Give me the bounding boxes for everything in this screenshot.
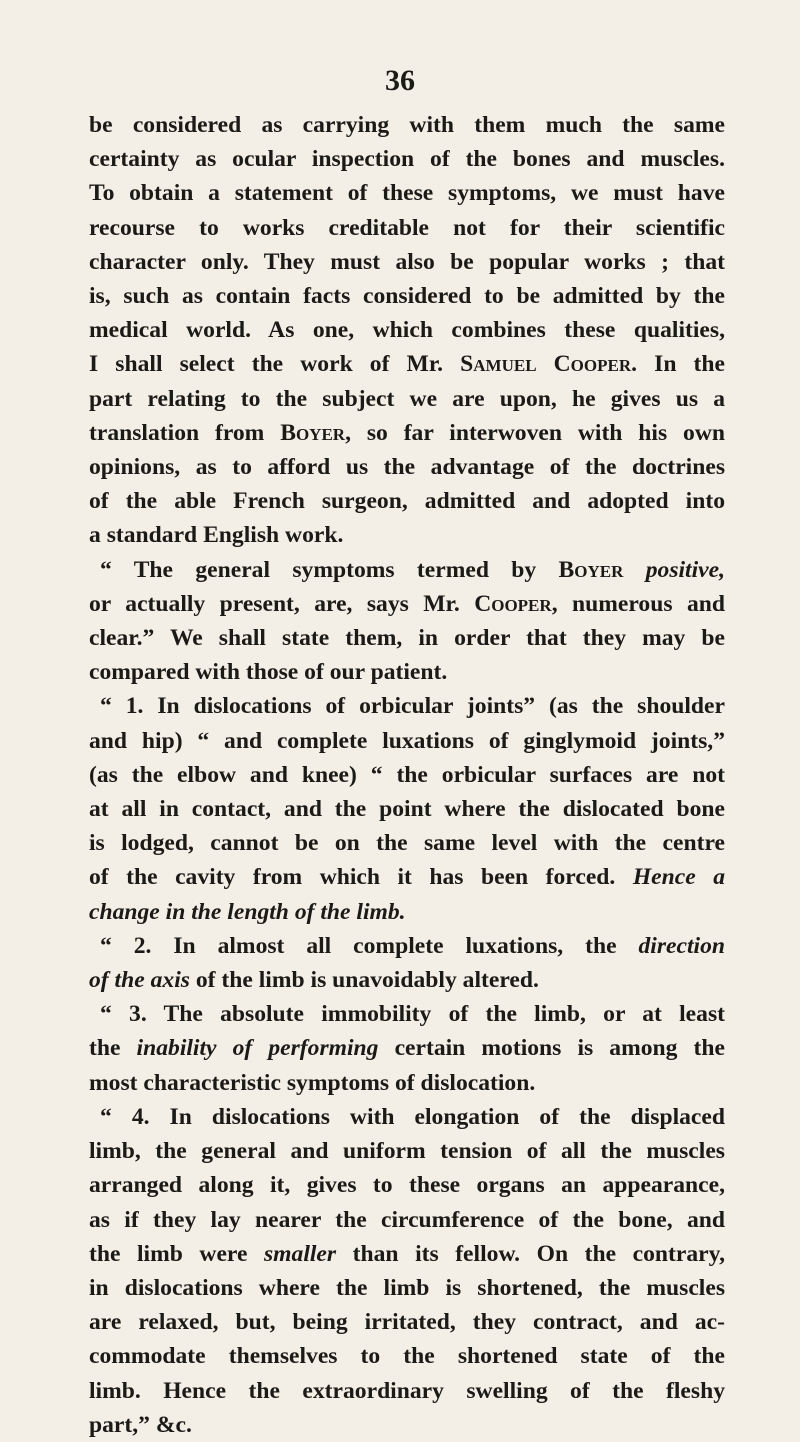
text-line: To obtain a statement of these symptoms, we must have	[89, 180, 725, 207]
text-line: the inability of performing certain motions is among the	[89, 1035, 725, 1062]
text-line: compared with those of our patient.	[89, 659, 448, 686]
author-name: Boyer	[280, 419, 346, 446]
text-line: limb, the general and uniform tension of all the muscles	[89, 1138, 725, 1165]
text-line: at all in contact, and the point where the dislocated bone	[89, 796, 725, 823]
text-line: arranged along it, gives to these organs an appearance,	[89, 1172, 725, 1199]
text-line: certainty as ocular inspection of the bones and muscles.	[89, 146, 725, 173]
text-line: part,” &c.	[89, 1411, 192, 1438]
text-line: clear.” We shall state them, in order that they may be	[89, 625, 725, 652]
text-line: most characteristic symptoms of dislocation.	[89, 1069, 536, 1096]
text-line: in dislocations where the limb is shortened, the muscles	[89, 1274, 725, 1301]
text-line: of the able French surgeon, admitted and adopted into	[89, 488, 725, 515]
text-line: the limb were smaller than its fellow. On the contrary,	[89, 1240, 725, 1267]
text-line: change in the length of the limb.	[89, 898, 406, 925]
text-line: a standard English work.	[89, 522, 344, 549]
author-name: Samuel Cooper	[460, 351, 632, 378]
author-name: Cooper	[474, 590, 552, 617]
text-line: be considered as carrying with them much the same	[89, 112, 725, 138]
author-name: Boyer	[558, 556, 624, 583]
text-line: “ 3. The absolute immobility of the limb, or at least	[100, 1001, 725, 1028]
text-line: opinions, as to afford us the advantage of the doctrines	[89, 454, 725, 481]
text-line: recourse to works creditable not for their scientific	[89, 214, 725, 241]
text-line: I shall select the work of Mr. Samuel Cooper. In the	[89, 351, 725, 378]
text-line: limb. Hence the extraordinary swelling of the fleshy	[89, 1377, 725, 1404]
text-line: (as the elbow and knee) “ the orbicular surfaces are not	[89, 761, 725, 788]
page-number: 36	[385, 64, 415, 97]
text-line: of the cavity from which it has been forced. Hence a	[89, 864, 726, 891]
text-line: “ 4. In dislocations with elongation of the displaced	[100, 1103, 725, 1130]
text-line: commodate themselves to the shortened state of the	[89, 1343, 725, 1370]
body-text	[89, 108, 725, 1442]
text-line: is lodged, cannot be on the same level with the centre	[89, 830, 725, 857]
text-line: “ The general symptoms termed by Boyer positive,	[100, 556, 726, 583]
text-line: as if they lay nearer the circumference of the bone, and	[89, 1206, 725, 1233]
text-line: and hip) “ and complete luxations of ginglymoid joints,”	[89, 727, 725, 754]
text-line: or actually present, are, says Mr. Cooper, numerous and	[89, 590, 725, 617]
text-line: are relaxed, but, being irritated, they contract, and ac-	[89, 1309, 725, 1336]
text-line: part relating to the subject we are upon, he gives us a	[89, 385, 725, 412]
text-line: character only. They must also be popular works ; that	[89, 248, 725, 275]
text-line: medical world. As one, which combines these qualities,	[89, 317, 725, 344]
text-line: translation from Boyer, so far interwoven with his own	[89, 419, 725, 446]
text-line: of the axis of the limb is unavoidably altered.	[89, 967, 539, 994]
text-line: is, such as contain facts considered to be admitted by the	[89, 283, 725, 310]
text-line: “ 2. In almost all complete luxations, the direction	[100, 932, 725, 959]
text-line: “ 1. In dislocations of orbicular joints” (as the shoulder	[100, 693, 725, 720]
